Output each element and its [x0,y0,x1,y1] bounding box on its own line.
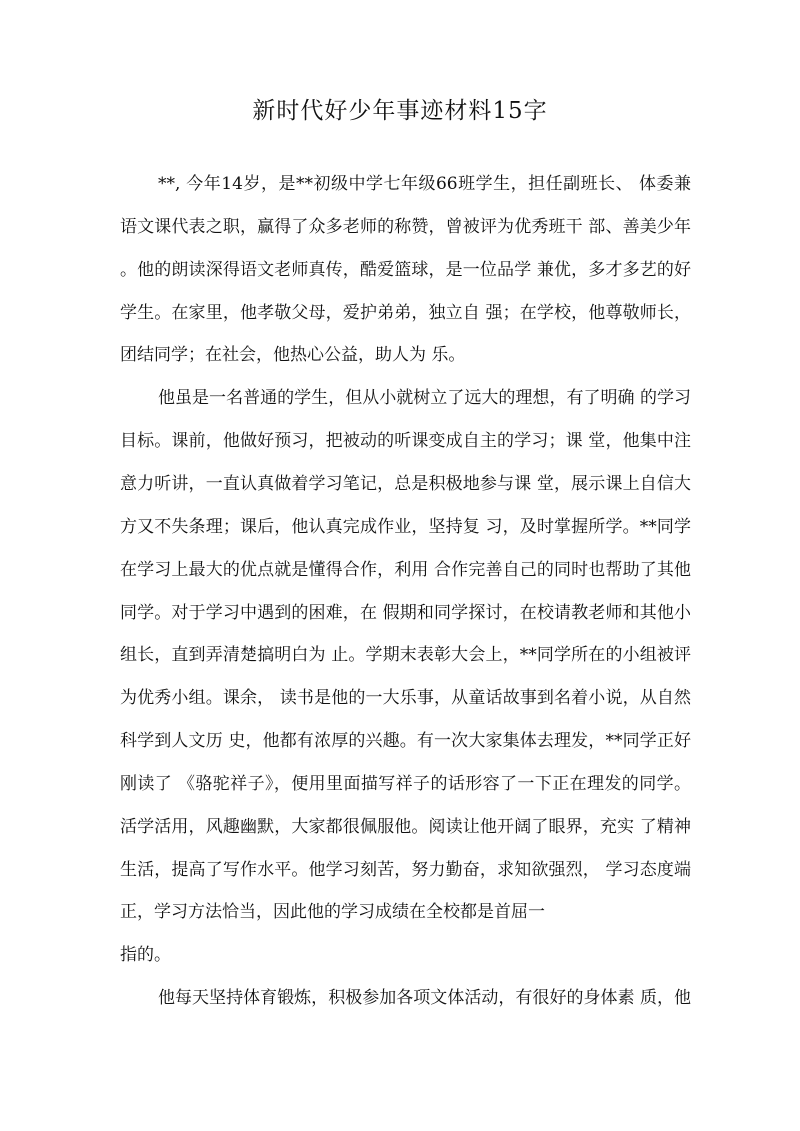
paragraph-line: 正，学习方法恰当，因此他的学习成绩在全校都是首屈一 [120,902,545,922]
paragraph-line: 刚读了 《骆驼祥子》，便用里面描写祥子的话形容了一下正在理发的同学。 [120,774,691,794]
paragraph-line: 团结同学；在社会，他热心公益，助人为 乐。 [120,345,466,365]
paragraph-line: **, 今年14岁，是**初级中学七年级66班学生，担任副班长、 体委兼 [158,174,691,194]
paragraph-line: 学生。在家里，他孝敬父母，爱护弟弟，独立自 强；在学校，他尊敬师长， [120,303,691,323]
document-title: 新时代好少年事迹材料15字 [252,98,548,124]
paragraph-line: 语文课代表之职，赢得了众多老师的称赞，曾被评为优秀班干 部、善美少年 [120,217,691,237]
paragraph-line: 指的。 [120,945,171,965]
paragraph-line: 在学习上最大的优点就是懂得合作，利用 合作完善自己的同时也帮助了其他 [120,560,691,580]
paragraph-line: 意力听讲，一直认真做着学习笔记，总是积极地参与课 堂，展示课上自信大 [120,474,691,494]
paragraph-line: 他每天坚持体育锻炼，积极参加各项文体活动，有很好的身体素 质，他 [158,988,691,1008]
paragraph-line: 为优秀小组。课余， 读书是他的一大乐事，从童话故事到名着小说，从自然 [120,688,691,708]
paragraph-line: 同学。对于学习中遇到的困难，在 假期和同学探讨，在校请教老师和其他小 [120,603,691,623]
paragraph-line: 活学活用，风趣幽默，大家都很佩服他。阅读让他开阔了眼界，充实 了精神 [120,817,691,837]
paragraph-line: 生活，提高了写作水平。他学习刻苦，努力勤奋，求知欲强烈， 学习态度端 [120,860,691,880]
paragraph-line: 科学到人文历 史，他都有浓厚的兴趣。有一次大家集体去理发，**同学正好 [120,731,691,751]
paragraph-line: 。他的朗读深得语文老师真传，酷爱篮球，是一位品学 兼优，多才多艺的好 [120,260,691,280]
paragraph-line: 他虽是一名普通的学生，但从小就树立了远大的理想，有了明确 的学习 [158,388,691,408]
paragraph-line: 方又不失条理；课后，他认真完成作业，坚持复 习，及时掌握所学。**同学 [120,517,691,537]
paragraph-line: 组长，直到弄清楚搞明白为 止。学期末表彰大会上，**同学所在的小组被评 [120,645,691,665]
paragraph-line: 目标。课前，他做好预习，把被动的听课变成自主的学习；课 堂，他集中注 [120,431,691,451]
